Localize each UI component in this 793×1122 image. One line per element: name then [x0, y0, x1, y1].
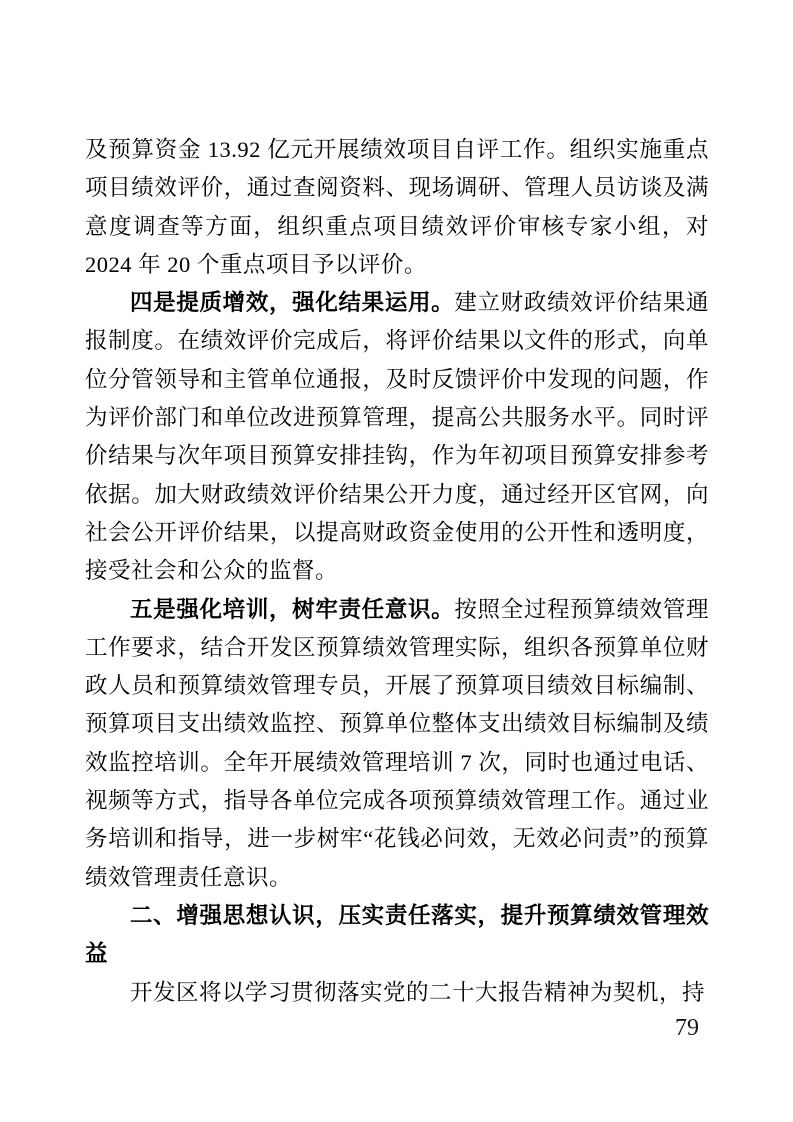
bold-lead-in: 四是提质增效，强化结果运用。 — [130, 290, 455, 316]
text-run: 建立财政绩效评价结果通报制度。在绩效评价完成后，将评价结果以文件的形式，向单位分管领导和主管单位通报，及时反馈评价中发现的问题，作为评价部门和单位改进预算管理，提高公共服务水平。同时评价结果与次年项目预算安排挂钩，作为年初项目预算安排参考依据。加大财政绩效评价结果公开力度，通过经开区官网，向社会公开评价结果，以提高财政资金使用的公开性和透明度，接受社会和公众的监督。 — [85, 290, 709, 584]
bold-lead-in: 二、增强思想认识，压实责任落实，提升预算绩效管理效益 — [85, 902, 709, 967]
text-run: 开发区将以学习贯彻落实党的二十大报告精神为契机，持 — [130, 979, 706, 1005]
text-run: 及预算资金 13.92 亿元开展绩效项目自评工作。组织实施重点项目绩效评价，通过查阅资料、现场调研、管理人员访谈及满意度调查等方面，组织重点项目绩效评价审核专家小组，对 2024 年 20 个重点项目予以评价。 — [85, 137, 709, 277]
paragraph — [85, 284, 709, 590]
page-number: 79 — [675, 1015, 699, 1041]
paragraph — [85, 974, 709, 1012]
paragraph — [85, 131, 709, 284]
paragraph — [85, 591, 709, 897]
section-heading — [85, 897, 709, 974]
document-body — [85, 131, 709, 1012]
text-run: 按照全过程预算绩效管理工作要求，结合开发区预算绩效管理实际，组织各预算单位财政人员和预算绩效管理专员，开展了预算项目绩效目标编制、预算项目支出绩效监控、预算单位整体支出绩效目标编制及绩效监控培训。全年开展绩效管理培训 7 次，同时也通过电话、视频等方式，指导各单位完成各项预算绩效管理工作。通过业务培训和指导，进一步树牢“花钱必问效，无效必问责”的预算绩效管理责任意识。 — [85, 596, 709, 890]
bold-lead-in: 五是强化培训，树牢责任意识。 — [130, 596, 455, 622]
